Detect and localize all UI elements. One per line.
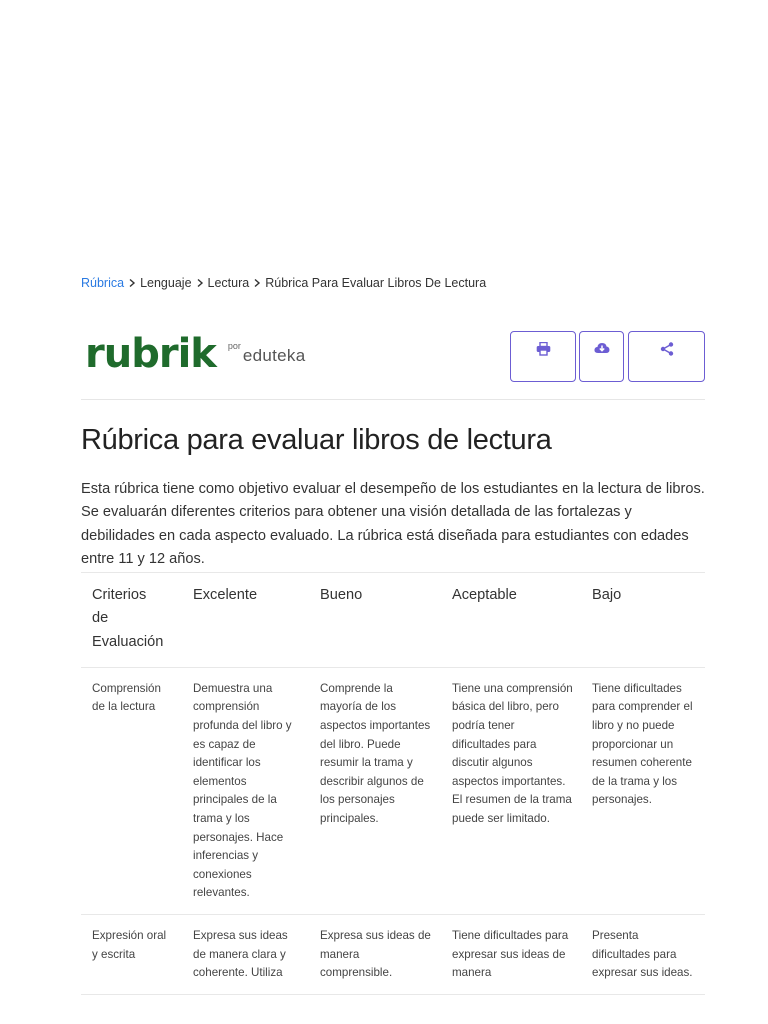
header-aceptable: Aceptable	[441, 573, 581, 668]
chevron-right-icon	[127, 278, 137, 288]
header-divider	[81, 399, 705, 400]
page-header	[81, 330, 705, 386]
cell-excelente: Demuestra una comprensión profunda del libro y es capaz de identificar los elementos principales de la trama y los personajes. Hace inferencias y conexiones relevantes.	[182, 667, 309, 914]
cell-bajo: Presenta dificultades para expresar sus ideas.	[581, 915, 705, 995]
breadcrumb	[81, 276, 486, 290]
row-criterion: Expresión oral y escrita	[81, 915, 182, 995]
share-button[interactable]	[628, 331, 705, 382]
logo-por-text: por	[227, 341, 241, 351]
page-title: Rúbrica para evaluar libros de lectura	[81, 424, 552, 456]
download-button[interactable]	[579, 331, 624, 382]
cloud-download-icon	[594, 342, 610, 381]
header-bueno: Bueno	[309, 573, 441, 668]
breadcrumb-link-lectura[interactable]: Lectura	[207, 276, 250, 290]
logo-eduteka-text: eduteka	[242, 346, 306, 365]
header-bajo: Bajo	[581, 573, 705, 668]
print-icon	[536, 342, 551, 381]
print-button[interactable]	[510, 331, 576, 382]
table-row	[81, 667, 705, 914]
cell-bajo: Tiene dificultades para comprender el libro y no puede proporcionar un resumen coherente de la trama y los personajes.	[581, 667, 705, 914]
cell-bueno: Expresa sus ideas de manera comprensible.	[309, 915, 441, 995]
rubric-table	[81, 572, 705, 995]
share-icon	[660, 342, 674, 381]
breadcrumb-link-lenguaje[interactable]: Lenguaje	[140, 276, 192, 290]
table-row	[81, 915, 705, 995]
cell-aceptable: Tiene dificultades para expresar sus ideas de manera	[441, 915, 581, 995]
logo-rubrik-text: rubrik	[85, 331, 216, 377]
header-criterios: Criterios de Evaluación	[81, 573, 182, 668]
cell-excelente: Expresa sus ideas de manera clara y coherente. Utiliza	[182, 915, 309, 995]
table-header-row	[81, 573, 705, 668]
rubrik-logo[interactable]	[85, 330, 306, 378]
header-excelente: Excelente	[182, 573, 309, 668]
row-criterion: Comprensión de la lectura	[81, 667, 182, 914]
cell-aceptable: Tiene una comprensión básica del libro, pero podría tener dificultades para discutir algunos aspectos importantes. El resumen de la trama puede ser limitado.	[441, 667, 581, 914]
cell-bueno: Comprende la mayoría de los aspectos importantes del libro. Puede resumir la trama y describir algunos de los personajes principales.	[309, 667, 441, 914]
breadcrumb-link-rubrica[interactable]: Rúbrica	[81, 276, 125, 290]
chevron-right-icon	[195, 278, 205, 288]
page-description: Esta rúbrica tiene como objetivo evaluar el desempeño de los estudiantes en la lectura de libros. Se evaluarán diferentes criterios para obtener una visión detallada de las fortalezas y debilidades en cada aspecto evaluado. La rúbrica está diseñada para estudiantes con edades entre 11 y 12 años.	[81, 481, 705, 567]
breadcrumb-current: Rúbrica Para Evaluar Libros De Lectura	[265, 276, 487, 290]
chevron-right-icon	[252, 278, 262, 288]
